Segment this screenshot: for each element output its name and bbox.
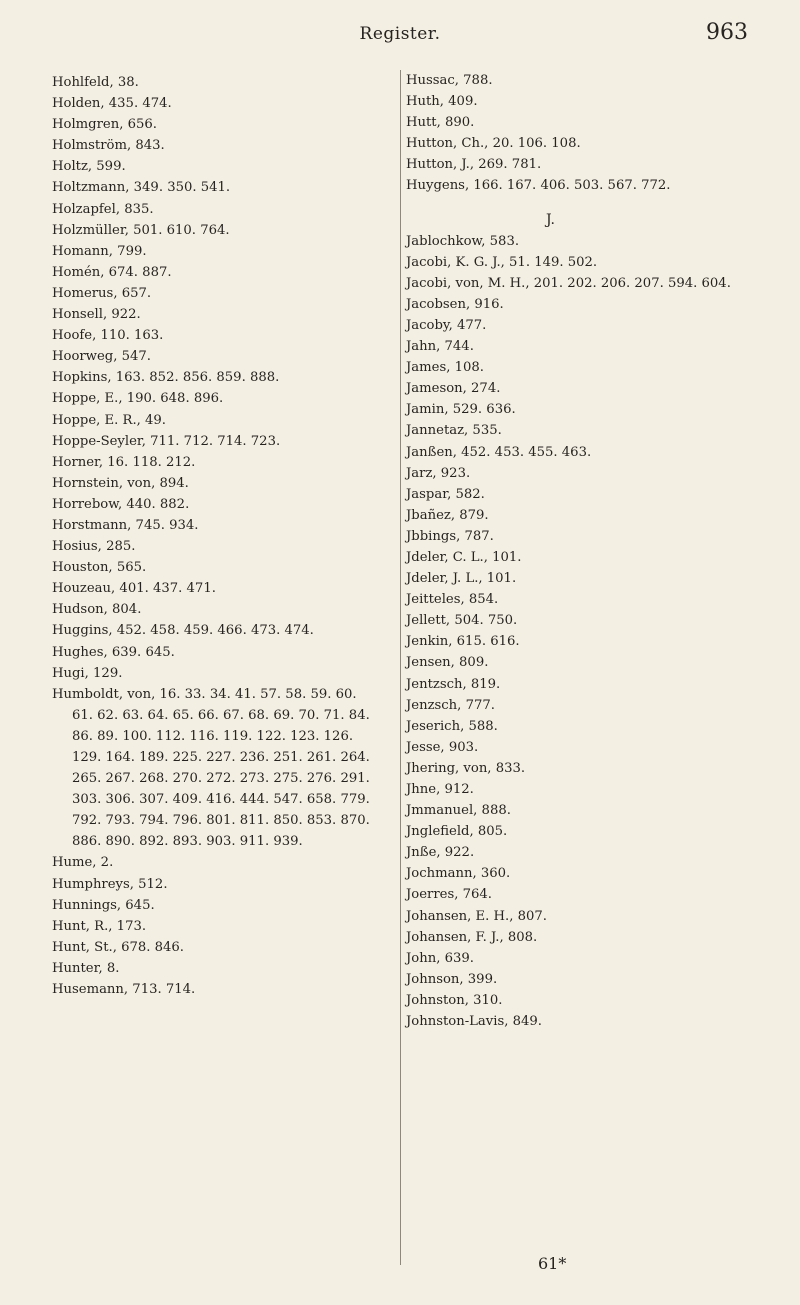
index-entry: Hutt, 890. — [406, 115, 475, 131]
index-entry: Jentzsch, 819. — [406, 676, 501, 692]
index-entry: Humboldt, von, 16. 33. 34. 41. 57. 58. 59. 60. 61. 62. 63. 64. 65. 66. 67. 68. 69. 70. 71. 84. 86. 89. 100. 112. 116. 119. 122. 123. 126. 129. 164. 189. 225. 227. 236. 251. 261. 264. 265. 267. 268. 270. 272. 273. 275. 276. 291. 303. 306. 307. 409. 416. 444. 547. 658. 779. 792. 793. 794. 796. 801. 811. 850. 853. 870. 886. 890. 892. 893. 903. 911. 939. — [52, 686, 370, 850]
index-entry: Holmgren, 656. — [52, 117, 157, 133]
index-entry: Jablochkow, 583. — [406, 233, 520, 249]
index-entry: John, 639. — [406, 950, 474, 966]
index-entry: Jnglefield, 805. — [406, 824, 508, 840]
index-entry: Joerres, 764. — [406, 887, 492, 903]
index-entry: Hugi, 129. — [52, 665, 123, 681]
index-entry: Hughes, 639. 645. — [52, 644, 175, 660]
index-entry: Johansen, E. H., 807. — [406, 908, 547, 924]
index-entry: Jacobi, von, M. H., 201. 202. 206. 207. 594. 604. — [406, 275, 731, 291]
index-entry: Humphreys, 512. — [52, 876, 168, 892]
index-entry: Hoofe, 110. 163. — [52, 328, 164, 344]
index-entry: Holzapfel, 835. — [52, 201, 154, 217]
index-entry: Jhering, von, 833. — [406, 760, 526, 776]
index-entry: Johnson, 399. — [406, 971, 498, 987]
index-entry: Jnße, 922. — [406, 845, 475, 861]
index-entry: Jensen, 809. — [406, 655, 489, 671]
index-entry: Houzeau, 401. 437. 471. — [52, 581, 216, 597]
index-entry: Hoppe, E., 190. 648. 896. — [52, 391, 224, 407]
index-entry: Hunt, R., 173. — [52, 918, 147, 934]
index-group-j — [406, 231, 751, 1033]
index-column-right — [400, 70, 751, 1265]
index-entry: Holtz, 599. — [52, 159, 126, 175]
index-entry: Hume, 2. — [52, 855, 114, 871]
index-entry: Jbbings, 787. — [406, 528, 494, 544]
index-entry: Jeitteles, 854. — [406, 592, 499, 608]
index-entry: Jdeler, J. L., 101. — [406, 571, 517, 587]
index-entry: Horstmann, 745. 934. — [52, 517, 199, 533]
index-entry: Jameson, 274. — [406, 381, 501, 397]
index-entry: Huth, 409. — [406, 94, 478, 110]
index-entry: Houston, 565. — [52, 560, 147, 576]
index-entry: Hunter, 8. — [52, 960, 120, 976]
index-entry: Huggins, 452. 458. 459. 466. 473. 474. — [52, 623, 314, 639]
index-entry: Jannetaz, 535. — [406, 423, 502, 439]
index-entry: Horner, 16. 118. 212. — [52, 454, 196, 470]
index-entry: Holtzmann, 349. 350. 541. — [52, 180, 231, 196]
index-entry: Jacobsen, 916. — [406, 296, 504, 312]
index-entry: Jamin, 529. 636. — [406, 402, 516, 418]
index-entry: Johnston-Lavis, 849. — [406, 1014, 542, 1030]
index-entry: Jaspar, 582. — [406, 486, 485, 502]
index-entry: Jenkin, 615. 616. — [406, 634, 520, 650]
index-entry: Johansen, F. J., 808. — [406, 929, 538, 945]
index-entry: Janßen, 452. 453. 455. 463. — [406, 444, 592, 460]
index-entry: Jhne, 912. — [406, 782, 474, 797]
index-entry: Jacoby, 477. — [406, 317, 487, 333]
index-entry: Holden, 435. 474. — [52, 96, 172, 112]
index-entry: Hutton, J., 269. 781. — [406, 157, 542, 173]
page-number: 963 — [706, 20, 748, 45]
index-entry: Homann, 799. — [52, 243, 147, 259]
index-entry: Jahn, 744. — [406, 339, 474, 355]
index-entry: Holmström, 843. — [52, 138, 165, 154]
index-entry: Hutton, Ch., 20. 106. 108. — [406, 136, 581, 152]
index-entry: Jdeler, C. L., 101. — [406, 549, 522, 565]
index-entry: Honsell, 922. — [52, 307, 141, 323]
index-entry: Horrebow, 440. 882. — [52, 496, 190, 512]
index-entry: Jmmanuel, 888. — [406, 803, 511, 819]
index-entry: Hosius, 285. — [52, 539, 136, 555]
index-entry: Jesse, 903. — [406, 739, 479, 755]
index-entry: Huygens, 166. 167. 406. 503. 567. 772. — [406, 178, 671, 194]
index-entry: Jbañez, 879. — [406, 507, 489, 523]
index-entry: Hohlfeld, 38. — [52, 75, 139, 90]
index-entry: James, 108. — [406, 360, 484, 376]
index-entry: Hunnings, 645. — [52, 897, 155, 913]
index-entry: Hoppe, E. R., 49. — [52, 412, 166, 428]
index-entry: Jochmann, 360. — [406, 866, 511, 882]
section-letter: J. — [546, 211, 555, 228]
index-entry: Johnston, 310. — [406, 992, 503, 1008]
index-column-left — [52, 72, 372, 1000]
index-entry: Homerus, 657. — [52, 285, 152, 301]
index-group-h — [406, 70, 751, 197]
index-entry: Jeserich, 588. — [406, 718, 498, 734]
index-entry: Hoorweg, 547. — [52, 349, 151, 365]
index-entry: Holzmüller, 501. 610. 764. — [52, 222, 230, 238]
index-entry: Hornstein, von, 894. — [52, 475, 189, 491]
section-gap — [406, 197, 751, 210]
index-entry: Jacobi, K. G. J., 51. 149. 502. — [406, 254, 598, 270]
running-title: Register. — [359, 24, 441, 44]
index-entry: Hudson, 804. — [52, 602, 142, 618]
index-entry: Hussac, 788. — [406, 73, 493, 88]
index-entry: Husemann, 713. 714. — [52, 982, 196, 998]
index-entry: Jenzsch, 777. — [406, 697, 495, 713]
index-entry: Jellett, 504. 750. — [406, 613, 518, 629]
index-entry: Jarz, 923. — [406, 465, 471, 481]
signature-mark: 61* — [538, 1254, 567, 1273]
index-entry: Homén, 674. 887. — [52, 264, 172, 280]
index-entry: Hoppe-Seyler, 711. 712. 714. 723. — [52, 433, 281, 449]
index-entry: Hunt, St., 678. 846. — [52, 939, 184, 955]
page-header — [0, 14, 800, 54]
index-entry: Hopkins, 163. 852. 856. 859. 888. — [52, 370, 280, 386]
